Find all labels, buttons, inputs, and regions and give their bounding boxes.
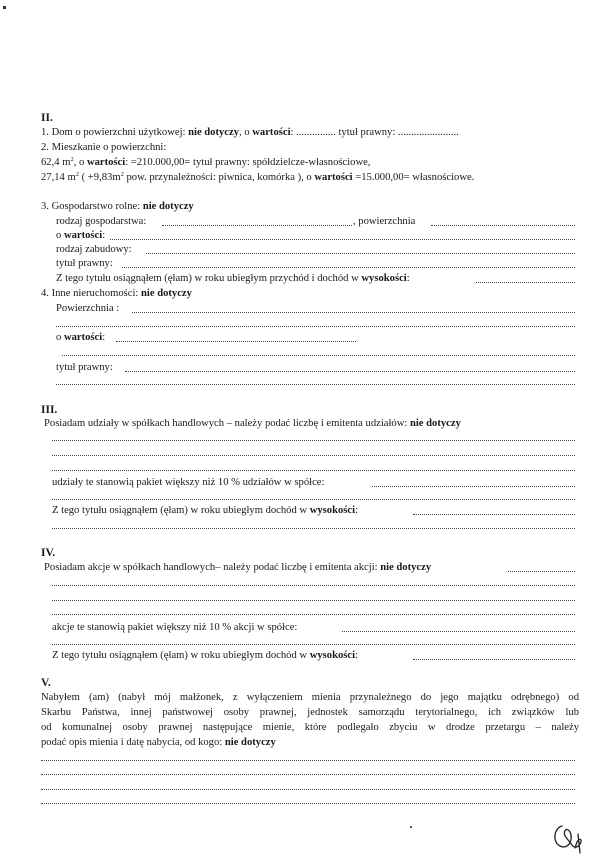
shares-intro-value: nie dotyczy [409, 418, 461, 429]
acquired-text-2: Skarbu Państwa, innej państwowej osoby prawnej, jednostek samorządu terytorialnego, ich związków lub [41, 707, 579, 718]
stocks-intro-value: nie dotyczy [380, 562, 432, 573]
farm-buildings-label: rodzaj zabudowy: [56, 244, 132, 255]
farm-type-dots [162, 225, 352, 226]
shares-intro [44, 418, 461, 430]
section-ii-heading: II. [41, 112, 53, 124]
shares-pct-dots-2 [52, 499, 575, 500]
other-property-value: nie dotyczy [141, 288, 192, 299]
farm-title-dots [122, 267, 575, 268]
farm-line [41, 201, 194, 213]
farm-value: nie dotyczy [142, 201, 194, 212]
house-line [41, 127, 459, 139]
farm-income-label: Z tego tytułu osiągnąłem (ęłam) w roku ubiegłym przychód i dochód w [56, 273, 362, 284]
farm-income-dots [476, 282, 575, 283]
stocks-dots-2 [52, 600, 575, 601]
acquired-text-3: od komunalnej osoby prawnej następujące mienie, które podlegało zbyciu w drodze przetargu – należy [41, 722, 579, 733]
other-value-dots-2 [62, 355, 575, 356]
section-v-heading: V. [41, 677, 51, 689]
section-iv-heading: IV. [41, 547, 56, 559]
other-title-dots [125, 371, 575, 372]
farm-type-label: rodzaj gospodarstwa: [56, 216, 147, 227]
shares-dots-2 [52, 455, 575, 456]
colon: : [355, 650, 359, 661]
acquired-text-4-a: podać opis mienia i datę nabycia, od kogo: [41, 737, 225, 748]
shares-income-dots [413, 514, 575, 515]
apartment-value-1: : =210.000,00= tytuł prawny: spółdzielcze-własnościowe, [125, 157, 371, 168]
farm-area-dots [431, 225, 575, 226]
apartment-extra: ( +9,83m [78, 172, 121, 183]
apartment-extra-desc: pow. przynależności: piwnica, komórka ), o [123, 172, 315, 183]
farm-income-amount-label: wysokości [361, 273, 407, 284]
apartment-value-label-2: wartości [314, 172, 353, 183]
other-area-dots [132, 312, 575, 313]
other-value-dots [116, 341, 356, 342]
stocks-dots-3 [52, 614, 575, 615]
house-rest: : ............... tytuł prawny: ....................... [290, 127, 459, 138]
acquired-dots-3 [41, 789, 575, 790]
farm-area-label: , powierzchnia [353, 216, 416, 227]
colon: : [102, 332, 106, 343]
stocks-intro-text: Posiadam akcje w spółkach handlowych– należy podać liczbę i emitenta akcji: [44, 562, 381, 573]
house-value: nie dotyczy [188, 127, 240, 138]
sup: 2 [75, 171, 79, 178]
other-property-line [41, 288, 192, 300]
shares-income-label: Z tego tytułu osiągnąłem (ęłam) w roku ubiegłym dochód w [52, 505, 310, 516]
stocks-pct-dots [342, 631, 575, 632]
other-value-line [56, 332, 105, 344]
apartment-area-2: 27,14 m [41, 172, 76, 183]
farm-label: 3. Gospodarstwo rolne: [41, 201, 143, 212]
acquired-text-1: Nabyłem (am) (nabył mój małżonek, z wyłączeniem mienia przynależnego do jego majątku odrębnego) od [41, 692, 579, 703]
other-title-label: tytuł prawny: [56, 362, 113, 373]
other-value-prefix: o [56, 332, 64, 343]
house-label: 1. Dom o powierzchni użytkowej: [41, 127, 189, 138]
scan-speck [3, 6, 6, 9]
farm-value-dots [110, 239, 575, 240]
stocks-income-amount-label: wysokości [309, 650, 356, 661]
shares-pct-dots [372, 486, 575, 487]
other-value-label: wartości [63, 332, 103, 343]
apartment-label: 2. Mieszkanie o powierzchni: [41, 142, 167, 153]
house-sep: , o [239, 127, 253, 138]
farm-buildings-dots [146, 253, 575, 254]
apartment-line-1 [41, 157, 370, 169]
stocks-pct-dots-2 [52, 644, 575, 645]
shares-intro-text: Posiadam udziały w spółkach handlowych – należy podać liczbę i emitenta udziałów: [44, 418, 410, 429]
handwritten-initials [548, 812, 588, 857]
acquired-dots-4 [41, 803, 575, 804]
sup: 2 [70, 156, 74, 163]
other-area-label: Powierzchnia : [56, 303, 120, 314]
acquired-dots-1 [41, 760, 575, 761]
house-value-label: wartości [252, 127, 291, 138]
other-title-dots-2 [56, 384, 575, 385]
stocks-income-label: Z tego tytułu osiągnąłem (ęłam) w roku ubiegłym dochód w [52, 650, 310, 661]
scan-speck [410, 826, 412, 828]
other-area-dots-2 [56, 326, 575, 327]
stocks-intro [44, 562, 431, 574]
apartment-value-label-1: wartości [86, 157, 126, 168]
stocks-income-dots [413, 659, 575, 660]
shares-income-amount-label: wysokości [309, 505, 356, 516]
stocks-income-line [52, 650, 358, 662]
sup: 2 [120, 171, 124, 178]
apartment-sep-1: , o [73, 157, 87, 168]
stocks-dots-1 [52, 585, 575, 586]
apartment-value-2: =15.000,00= własnościowe. [352, 172, 475, 183]
acquired-text-4 [41, 737, 276, 749]
colon: : [406, 273, 410, 284]
shares-dots-3 [52, 470, 575, 471]
farm-income-line [56, 273, 410, 285]
apartment-line-2 [41, 172, 474, 184]
farm-value-label: wartości [63, 230, 103, 241]
shares-dots-1 [52, 440, 575, 441]
section-iii-heading: III. [41, 404, 58, 416]
colon: : [102, 230, 106, 241]
shares-income-dots-2 [52, 528, 575, 529]
farm-value-line [56, 230, 105, 242]
shares-income-line [52, 505, 358, 517]
acquired-value: nie dotyczy [224, 737, 276, 748]
other-property-label: 4. Inne nieruchomości: [41, 288, 142, 299]
stocks-pct-label: akcje te stanowią pakiet większy niż 10 % akcji w spółce: [52, 622, 298, 633]
apartment-area-1: 62,4 m [41, 157, 71, 168]
acquired-dots-2 [41, 774, 575, 775]
farm-title-label: tytuł prawny: [56, 258, 113, 269]
shares-pct-label: udziały te stanowią pakiet większy niż 10 % udziałów w spółce: [52, 477, 325, 488]
stocks-intro-dots [508, 571, 575, 572]
colon: : [355, 505, 359, 516]
farm-value-prefix: o [56, 230, 64, 241]
